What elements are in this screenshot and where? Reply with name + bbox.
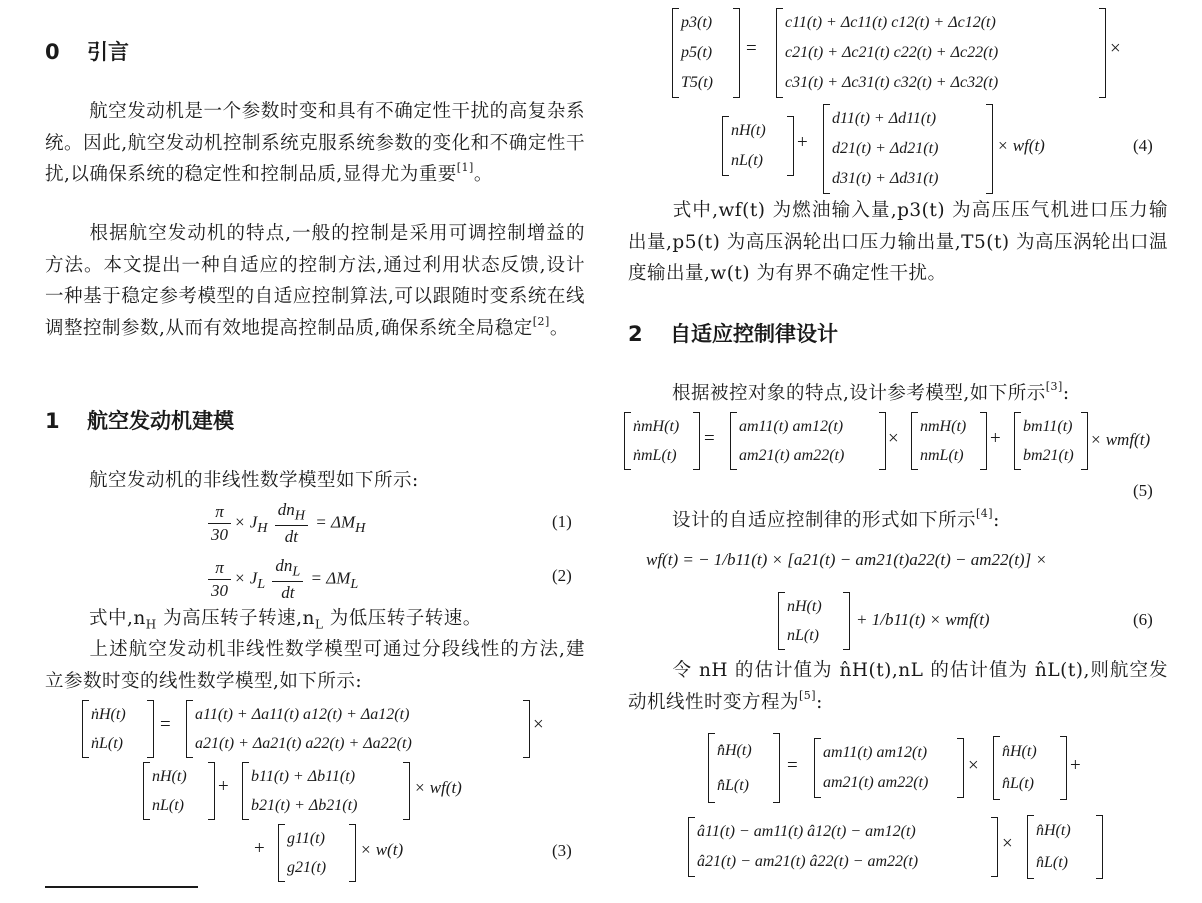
- matrix-am: am11(t) am12(t) am21(t) am22(t): [730, 412, 886, 470]
- section-title: 航空发动机建模: [87, 409, 234, 433]
- paragraph-model-intro: 航空发动机的非线性数学模型如下所示:: [89, 470, 419, 491]
- equation-1: $\frac{\pi}{30}$ × $J_H$ $\frac{dn_H}{dt}$ = $\Delta M_H$: [205, 500, 365, 547]
- section-number: 1: [45, 409, 60, 433]
- matrix-n-hat: n̂H(t) n̂L(t): [993, 736, 1067, 800]
- paragraph-linearize: 上述航空发动机非线性数学模型可通过分段线性的方法,建立参数时变的线性数学模型,如下所示:: [45, 639, 585, 692]
- citation: [1]: [456, 161, 474, 174]
- matrix-g: g11(t) g21(t): [278, 824, 356, 882]
- matrix-am: am11(t) am12(t) am21(t) am22(t): [814, 738, 964, 798]
- equation-number: (3): [552, 841, 572, 860]
- equation-number: (5): [1133, 481, 1153, 500]
- paragraph-reference-model: 根据被控对象的特点,设计参考模型,如下所示[3]:: [672, 380, 1070, 404]
- matrix-lhs: ṅmH(t) ṅmL(t): [624, 412, 700, 470]
- paragraph-where: 式中$,n_H$ 为高压转子转速$,n_L$ 为低压转子转速。: [89, 608, 482, 632]
- equation-number: (1): [552, 512, 572, 531]
- matrix-b: b11(t) + Δb11(t) b21(t) + Δb21(t): [242, 762, 410, 820]
- paragraph-control-law: 设计的自适应控制律的形式如下所示[4]:: [672, 507, 1000, 531]
- matrix-nm: nmH(t) nmL(t): [911, 412, 987, 470]
- matrix-bm: bm11(t) bm21(t): [1014, 412, 1088, 470]
- matrix-n-hat: n̂H(t) n̂L(t): [1027, 815, 1103, 879]
- matrix-n: nH(t) nL(t): [143, 762, 215, 820]
- paragraph-intro-2: 根据航空发动机的特点,一般的控制是采用可调控制增益的方法。本文提出一种自适应的控制方法,通过利用状态反馈,设计一种基于稳定参考模型的自适应控制算法,可以跟随时变系统在线调整控制参数,从而有效地提高控制品质,确保系统全局稳定[2]。: [45, 223, 585, 339]
- equation-number: (4): [1133, 136, 1153, 155]
- equation-2: $\frac{\pi}{30}$ × $J_L$ $\frac{dn_L}{dt}$ = $\Delta M_L$: [205, 556, 358, 603]
- section-title: 引言: [87, 40, 129, 64]
- equation-6-line-1: wf(t) = − 1/b11(t) × [a21(t) − am21(t)a22(t) − am22(t)] ×: [646, 550, 1047, 569]
- term-w: × w(t): [360, 840, 404, 859]
- section-heading-1: [45, 405, 234, 435]
- paragraph-outputs-where: 式中,wf(t) 为燃油输入量,p3(t) 为高压压气机进口压力输出量,p5(t) 为高压涡轮出口压力输出量,T5(t) 为高压涡轮出口温度输出量,w(t) 为有界不确定性干扰。: [628, 200, 1168, 284]
- term-wmf: × wmf(t): [1090, 430, 1151, 449]
- citation: [5]: [799, 688, 817, 702]
- equation-number: (6): [1133, 610, 1153, 629]
- paragraph-estimate: 令 nH 的估计值为 n̂H(t),nL 的估计值为 n̂L(t),则航空发动机线性时变方程为[5]:: [628, 660, 1168, 713]
- section-number: 2: [628, 322, 643, 346]
- matrix-n: nH(t) nL(t): [778, 592, 850, 650]
- matrix-d: d11(t) + Δd11(t) d21(t) + Δd21(t) d31(t) + Δd31(t): [823, 104, 993, 194]
- citation: [4]: [976, 507, 994, 520]
- term-wf: × wf(t): [997, 136, 1045, 155]
- section-number: 0: [45, 40, 60, 64]
- citation: [2]: [532, 314, 550, 328]
- matrix-n: nH(t) nL(t): [722, 116, 794, 176]
- matrix-a: a11(t) + Δa11(t) a12(t) + Δa12(t) a21(t) + Δa21(t) a22(t) + Δa22(t): [186, 700, 530, 758]
- matrix-c: c11(t) + Δc11(t) c12(t) + Δc12(t) c21(t) + Δc21(t) c22(t) + Δc22(t) c31(t) + Δc31(t) c32(t) + Δc32(t): [776, 8, 1106, 98]
- citation: [3]: [1045, 380, 1063, 393]
- matrix-outputs: p3(t) p5(t) T5(t): [672, 8, 740, 98]
- matrix-lhs: ṅH(t) ṅL(t): [82, 700, 154, 758]
- section-heading-2: [628, 318, 838, 348]
- section-title: 自适应控制律设计: [670, 322, 838, 346]
- footnote-rule: [45, 886, 198, 888]
- paragraph-intro-1: 航空发动机是一个参数时变和具有不确定性干扰的高复杂系统。因此,航空发动机控制系统克服系统参数的变化和不确定性干扰,以确保系统的稳定性和控制品质,显得尤为重要[1]。: [45, 101, 585, 185]
- matrix-a-diff: â11(t) − am11(t) â12(t) − am12(t) â21(t) − am21(t) â22(t) − am22(t): [688, 817, 998, 877]
- equation-6-line-2: + 1/b11(t) × wmf(t): [856, 610, 990, 629]
- matrix-lhs-hat: n̂̇H(t) n̂̇L(t): [708, 733, 780, 803]
- section-heading-0: [45, 36, 129, 66]
- term-wf: × wf(t): [414, 778, 462, 797]
- equation-number: (2): [552, 566, 572, 585]
